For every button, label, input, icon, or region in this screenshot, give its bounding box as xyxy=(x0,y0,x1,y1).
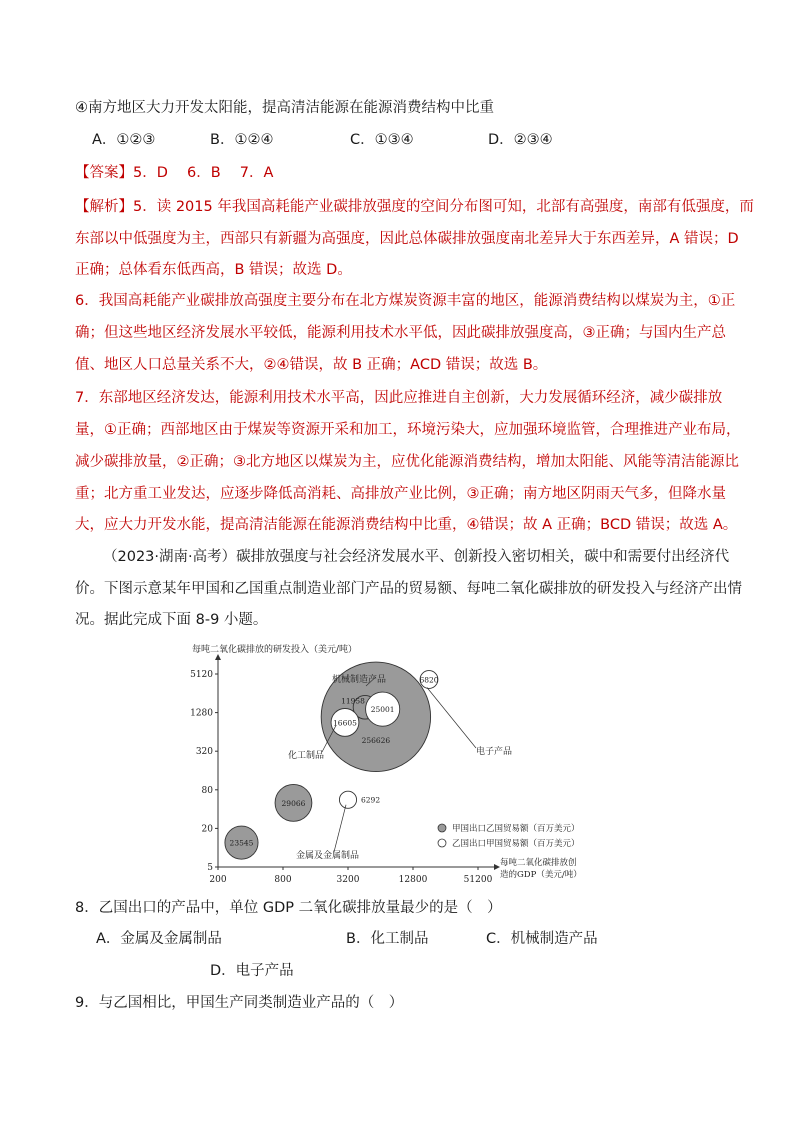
x-axis-label: 造的GDP（美元/吨） xyxy=(500,870,582,880)
analysis-line: 大，应大力开发水能，提高清洁能源在能源消费结构中比重，④错误；故 A 正确；BCD 错误；故选 A。 xyxy=(75,517,738,533)
analysis-line: 重；北方重工业发达，应逐步降低高消耗、高排放产业比例，③正确；南方地区阴雨天气多，但降水量 xyxy=(75,486,726,502)
q9-stem: 9．与乙国相比，甲国生产同类制造业产品的（ ） xyxy=(75,995,404,1011)
answer-line: 【答案】5．D 6．B 7．A xyxy=(75,165,274,181)
y-tick-label: 5 xyxy=(207,863,213,873)
legend-yi-marker xyxy=(438,839,446,847)
y-tick-label: 80 xyxy=(201,785,213,796)
bubble-value-label: 6820 xyxy=(419,675,439,685)
product-label: 金属及金属制品 xyxy=(296,851,360,861)
bubble-value-label: 29066 xyxy=(281,798,306,808)
y-tick-label: 320 xyxy=(195,747,213,758)
analysis-line: 东部以中低强度为主，西部只有新疆为高强度，因此总体碳排放强度南北差异大于东西差异，A 错误；D xyxy=(75,231,739,247)
bubble-value-label: 25001 xyxy=(370,705,395,715)
bubble-value-label: 16605 xyxy=(333,718,357,728)
analysis-line: 【解析】5．读 2015 年我国高耗能产业碳排放强度的空间分布图可知，北部有高强度，南部有低强度，而 xyxy=(75,199,754,215)
x-axis-label: 每吨二氧化碳排放创 xyxy=(500,858,577,868)
q4-option-b: B．①②④ xyxy=(210,132,274,148)
yi-bubble xyxy=(339,791,356,808)
legend-yi-label: 乙国出口甲国贸易额（百万美元） xyxy=(452,839,580,849)
bubble-value-label: 11958 xyxy=(341,696,365,706)
x-tick-label: 800 xyxy=(274,875,292,885)
q8-option-a: A．金属及金属制品 xyxy=(96,931,222,947)
bubble-value-label: 256626 xyxy=(361,735,391,745)
q8-stem: 8．乙国出口的产品中，单位 GDP 二氧化碳排放量最少的是（ ） xyxy=(75,900,502,916)
intro-line: 况。据此完成下面 8-9 小题。 xyxy=(75,612,268,628)
q8-option-c: C．机械制造产品 xyxy=(486,931,598,947)
bubble-value-label: 23545 xyxy=(229,838,254,848)
x-tick-label: 200 xyxy=(209,875,227,885)
analysis-line: 7．东部地区经济发达，能源利用技术水平高，因此应推进自主创新，大力发展循环经济，减少碳排放 xyxy=(75,390,723,406)
product-label: 机械制造产品 xyxy=(332,675,387,685)
y-tick-label: 20 xyxy=(201,824,213,835)
analysis-line: 量，①正确；西部地区由于煤炭等资源开采和加工，环境污染大，应加强环境监管，合理推进产业布局， xyxy=(75,422,741,438)
analysis-line: 值、地区人口总量关系不大，②④错误，故 B 正确；ACD 错误；故选 B。 xyxy=(75,357,548,373)
x-tick-label: 51200 xyxy=(463,875,493,885)
x-tick-label: 3200 xyxy=(336,875,360,885)
option-4-text: ④南方地区大力开发太阳能，提高清洁能源在能源消费结构中比重 xyxy=(75,100,494,116)
analysis-line: 确；但这些地区经济发展水平较低，能源利用技术水平低，因此碳排放强度高，③正确；与国内生产总 xyxy=(75,325,726,341)
q8-option-b: B．化工制品 xyxy=(346,931,429,947)
legend-jia-label: 甲国出口乙国贸易额（百万美元） xyxy=(452,824,580,834)
y-axis-label: 每吨二氧化碳排放的研发投入（美元/吨） xyxy=(192,645,358,655)
bubble-chart-svg xyxy=(180,630,620,890)
analysis-line: 6．我国高耗能产业碳排放高强度主要分布在北方煤炭资源丰富的地区，能源消费结构以煤炭为主，①正 xyxy=(75,293,736,309)
product-label: 化工制品 xyxy=(288,751,325,761)
y-tick-label: 1280 xyxy=(190,708,213,719)
analysis-line: 正确；总体看东低西高，B 错误；故选 D。 xyxy=(75,262,352,278)
intro-line: （2023·湖南·高考）碳排放强度与社会经济发展水平、创新投入密切相关，碳中和需要付出经济代 xyxy=(103,549,730,565)
bubble-chart xyxy=(180,630,620,890)
intro-line: 价。下图示意某年甲国和乙国重点制造业部门产品的贸易额、每吨二氧化碳排放的研发投入与经济产出情 xyxy=(75,581,742,597)
q4-option-a: A．①②③ xyxy=(92,132,156,148)
legend-jia-marker xyxy=(438,824,446,832)
q4-option-c: C．①③④ xyxy=(350,132,414,148)
y-tick-label: 5120 xyxy=(190,670,213,680)
q8-option-d: D．电子产品 xyxy=(210,963,294,979)
analysis-line: 减少碳排放量，②正确；③北方地区以煤炭为主，应优化能源消费结构，增加太阳能、风能等清洁能源比 xyxy=(75,454,739,470)
product-label: 电子产品 xyxy=(476,747,513,757)
leader-line xyxy=(427,688,476,748)
leader-line xyxy=(334,805,346,852)
q4-option-d: D．②③④ xyxy=(488,132,553,148)
x-tick-label: 12800 xyxy=(398,875,428,885)
bubble-value-label: 6292 xyxy=(361,795,381,805)
